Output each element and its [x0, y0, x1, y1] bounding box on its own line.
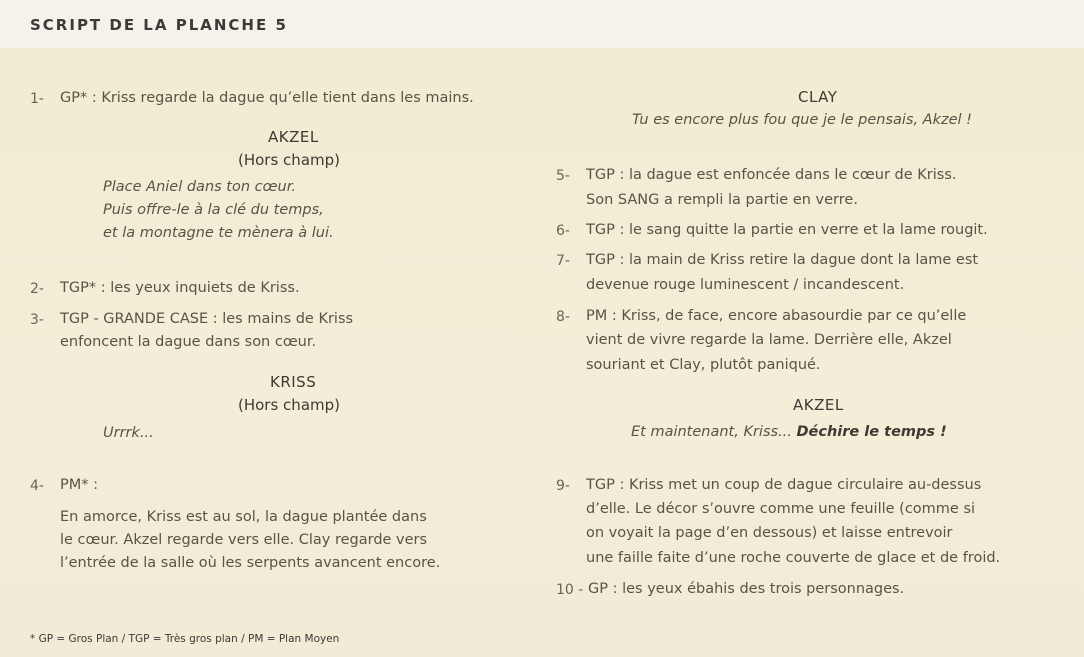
panel-number: 2-: [30, 281, 44, 297]
panel-number: 6-: [556, 223, 570, 239]
stage-direction: (Hors champ): [238, 396, 340, 414]
panel-description: enfoncent la dague dans son cœur.: [60, 334, 317, 350]
panel-number: 9-: [556, 478, 570, 494]
panel-description: TGP - GRANDE CASE : les mains de Kriss: [60, 311, 354, 327]
character-name: AKZEL: [793, 396, 844, 414]
panel-description: on voyait la page d’en dessous) et laisse entrevoir: [586, 525, 953, 541]
panel-description: PM* :: [60, 477, 98, 493]
panel-description: l’entrée de la salle où les serpents avancent encore.: [60, 555, 441, 571]
panel-number: 4-: [30, 478, 44, 494]
panel-description: devenue rouge luminescent / incandescent.: [586, 277, 905, 293]
dialogue-part: Et maintenant, Kriss...: [631, 424, 797, 440]
character-name: CLAY: [798, 88, 838, 106]
character-name: AKZEL: [268, 128, 319, 146]
panel-number: 3-: [30, 312, 44, 328]
dialogue-line: Urrrk...: [103, 425, 154, 441]
panel-description: d’elle. Le décor s’ouvre comme une feuille (comme si: [586, 501, 976, 517]
panel-description: souriant et Clay, plutôt paniqué.: [586, 357, 821, 373]
panel-description: TGP : la dague est enfoncée dans le cœur de Kriss.: [586, 167, 957, 183]
panel-number: 8-: [556, 309, 570, 325]
panel-description: une faille faite d’une roche couverte de glace et de froid.: [586, 550, 1001, 566]
panel-description: TGP* : les yeux inquiets de Kriss.: [60, 280, 300, 296]
panel-description: En amorce, Kriss est au sol, la dague plantée dans: [60, 509, 427, 525]
dialogue-emphasis: Déchire le temps !: [796, 424, 947, 440]
dialogue-line: et la montagne te mènera à lui.: [103, 225, 334, 241]
footnote: * GP = Gros Plan / TGP = Très gros plan / PM = Plan Moyen: [30, 633, 340, 645]
panel-description: le cœur. Akzel regarde vers elle. Clay regarde vers: [60, 532, 428, 548]
header-bar: [0, 0, 1084, 48]
panel-description: GP* : Kriss regarde la dague qu’elle tient dans les mains.: [60, 90, 474, 106]
panel-number: 7-: [556, 253, 570, 269]
panel-description: PM : Kriss, de face, encore abasourdie par ce qu’elle: [586, 308, 967, 324]
panel-description: GP : les yeux ébahis des trois personnages.: [588, 581, 905, 597]
panel-number: 1-: [30, 91, 44, 107]
panel-description: vient de vivre regarde la lame. Derrière elle, Akzel: [586, 332, 952, 348]
dialogue-line: [631, 423, 947, 441]
page-title: SCRIPT DE LA PLANCHE 5: [30, 16, 288, 34]
dialogue-line: Place Aniel dans ton cœur.: [103, 179, 296, 195]
panel-description: TGP : la main de Kriss retire la dague dont la lame est: [586, 252, 979, 268]
panel-description: Son SANG a rempli la partie en verre.: [586, 192, 858, 208]
panel-description: TGP : Kriss met un coup de dague circulaire au-dessus: [586, 477, 982, 493]
character-name: KRISS: [270, 373, 317, 391]
dialogue-line: Puis offre-le à la clé du temps,: [103, 202, 324, 218]
dialogue-line: Tu es encore plus fou que je le pensais, Akzel !: [632, 112, 972, 128]
panel-number: 10 -: [556, 582, 584, 598]
panel-description: TGP : le sang quitte la partie en verre et la lame rougit.: [586, 222, 988, 238]
panel-number: 5-: [556, 168, 570, 184]
stage-direction: (Hors champ): [238, 151, 340, 169]
